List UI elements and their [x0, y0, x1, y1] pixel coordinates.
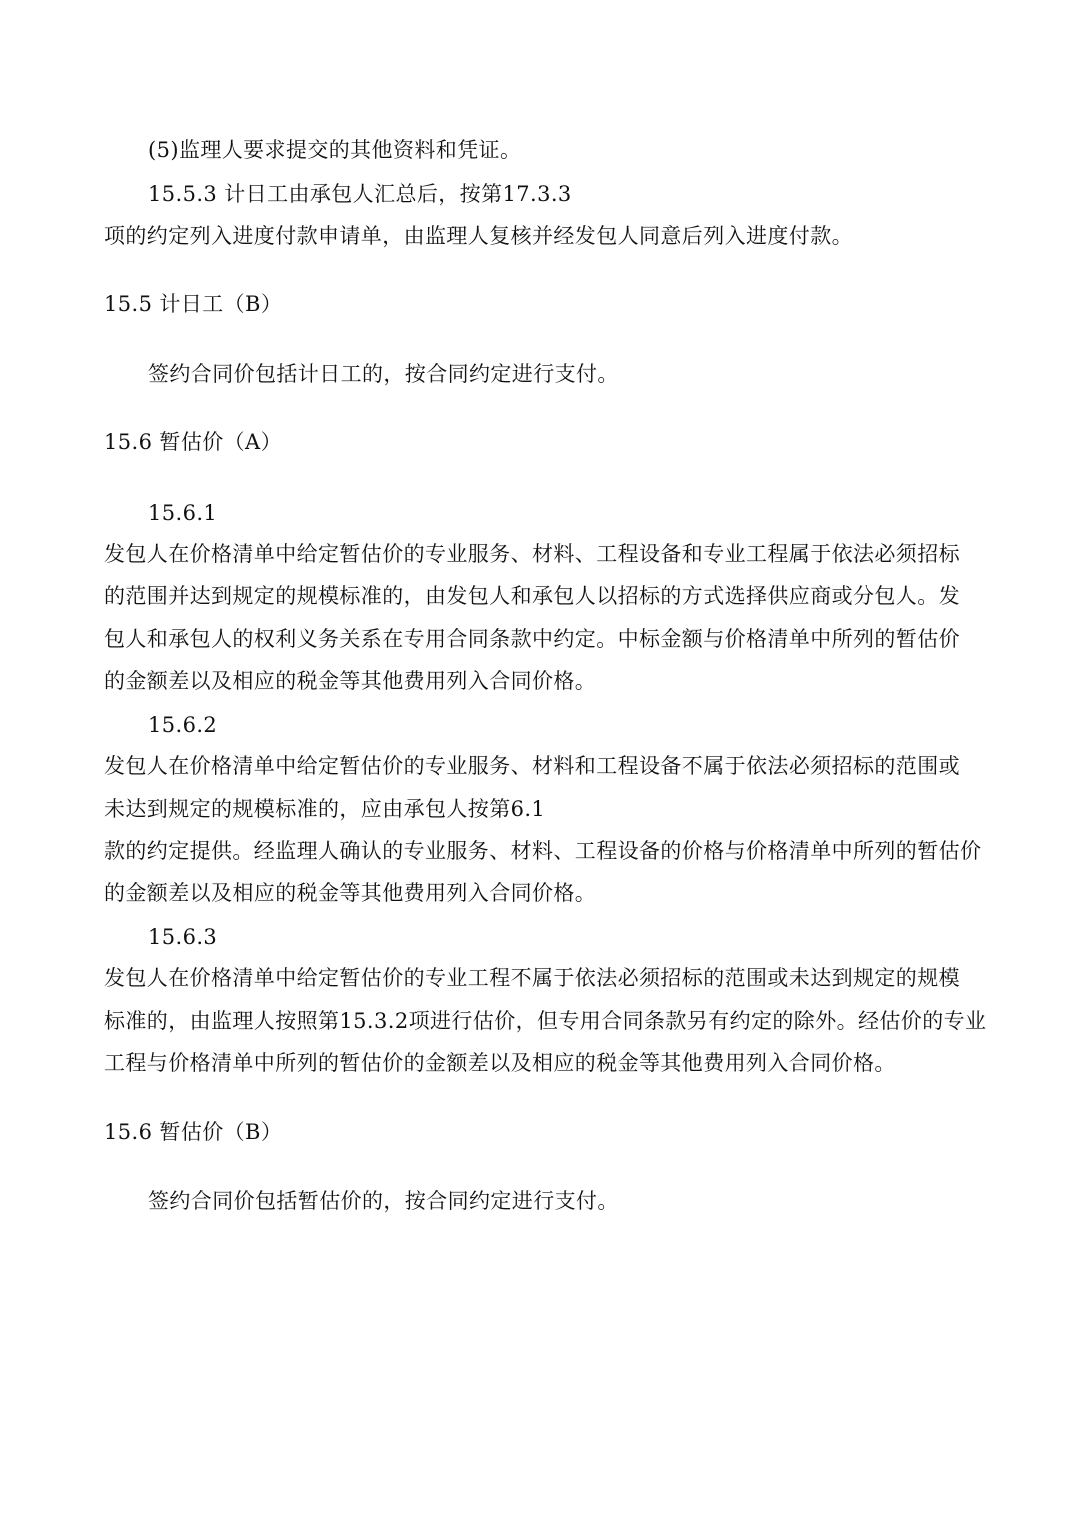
- clause-15-6-2: 15.6.2: [148, 713, 218, 737]
- clause-15-6-2-line-4: 的金额差以及相应的税金等其他费用列入合同价格。: [104, 881, 597, 905]
- clause-15-6-3-line-2: 标准的，由监理人按照第15.3.2项进行估价，但专用合同条款另有约定的除外。经估价的专业: [104, 1009, 987, 1033]
- clause-15-6-1: 15.6.1: [148, 501, 218, 525]
- clause-15-6-1-line-1: 发包人在价格清单中给定暂估价的专业服务、材料、工程设备和专业工程属于依法必须招标: [104, 542, 960, 566]
- paragraph-15-6-b: 签约合同价包括暂估价的，按合同约定进行支付。: [148, 1189, 619, 1213]
- section-heading-15-6-a: 15.6 暂估价（A）: [104, 430, 282, 454]
- clause-15-6-1-line-4: 的金额差以及相应的税金等其他费用列入合同价格。: [104, 669, 597, 693]
- clause-15-6-3: 15.6.3: [148, 925, 218, 949]
- clause-15-6-2-line-2: 未达到规定的规模标准的，应由承包人按第6.1: [104, 797, 546, 821]
- clause-15-6-3-line-1: 发包人在价格清单中给定暂估价的专业工程不属于依法必须招标的范围或未达到规定的规模: [104, 966, 960, 990]
- clause-15-6-2-line-1: 发包人在价格清单中给定暂估价的专业服务、材料和工程设备不属于依法必须招标的范围或: [104, 754, 960, 778]
- list-item-5: (5)监理人要求提交的其他资料和凭证。: [148, 138, 522, 162]
- section-heading-15-5-b: 15.5 计日工（B）: [104, 292, 283, 316]
- clause-15-6-1-line-3: 包人和承包人的权利义务关系在专用合同条款中约定。中标金额与价格清单中所列的暂估价: [104, 627, 960, 651]
- paragraph-15-5-b: 签约合同价包括计日工的，按合同约定进行支付。: [148, 362, 619, 386]
- clause-15-6-2-line-3: 款的约定提供。经监理人确认的专业服务、材料、工程设备的价格与价格清单中所列的暂估价: [104, 839, 982, 863]
- section-heading-15-6-b: 15.6 暂估价（B）: [104, 1120, 283, 1144]
- clause-15-5-3-text: 项的约定列入进度付款申请单，由监理人复核并经发包人同意后列入进度付款。: [104, 224, 853, 248]
- clause-15-6-1-line-2: 的范围并达到规定的规模标准的，由发包人和承包人以招标的方式选择供应商或分包人。发: [104, 584, 960, 608]
- clause-15-5-3: 15.5.3 计日工由承包人汇总后，按第17.3.3: [148, 182, 572, 206]
- clause-15-6-3-line-3: 工程与价格清单中所列的暂估价的金额差以及相应的税金等其他费用列入合同价格。: [104, 1051, 896, 1075]
